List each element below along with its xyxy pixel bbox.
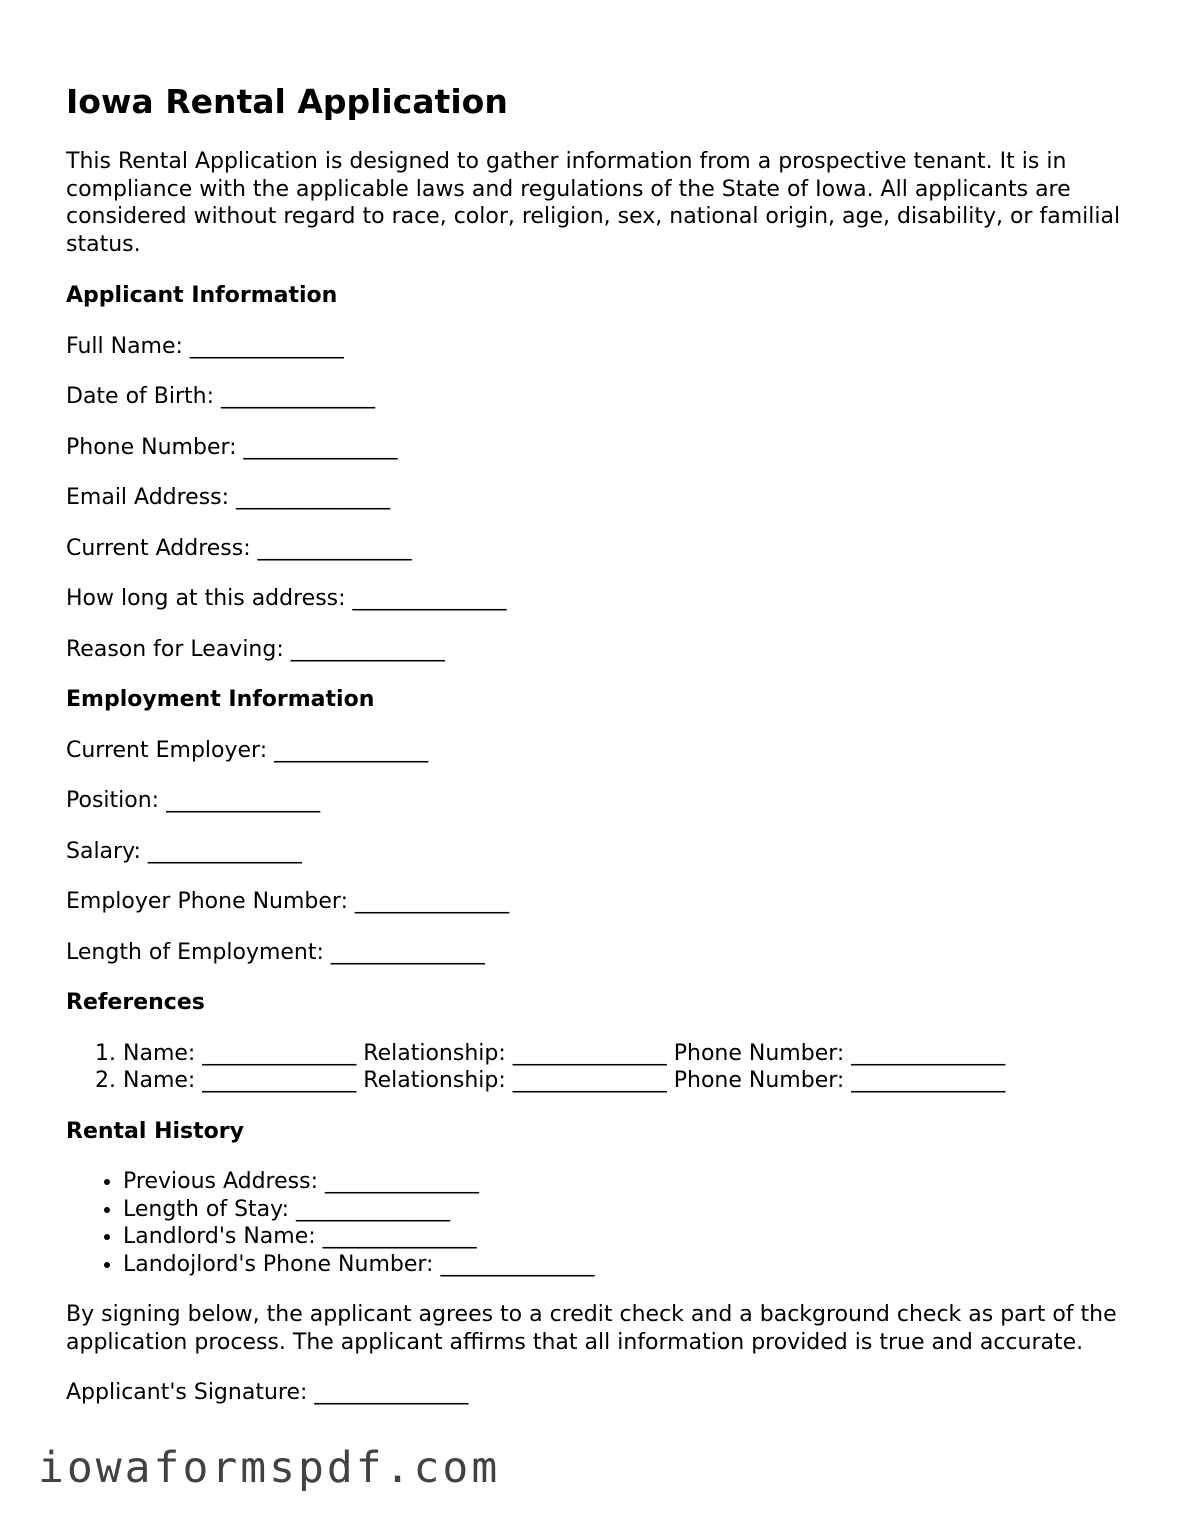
employment-information-heading: Employment Information — [66, 687, 375, 712]
document-page — [66, 80, 1126, 1430]
current-employer-field: Current Employer: ______________ — [66, 737, 429, 763]
employer-phone-field: Employer Phone Number: ______________ — [66, 889, 509, 914]
intro-paragraph: This Rental Application is designed to gather information from a prospective tenant. It is in compliance with the applicable laws and regulations of the State of Iowa. All applicants are considered without regard to race, color, religion, sex, national origin, age, disability, or familial status. — [66, 149, 1121, 257]
salary-field: Salary: ______________ — [66, 838, 302, 864]
rental-history-list — [66, 1168, 1126, 1278]
reason-for-leaving-field: Reason for Leaving: ______________ — [66, 636, 445, 662]
applicant-signature-field: Applicant's Signature: ______________ — [66, 1380, 469, 1405]
reference-item-1: 1. Name: ______________ Relationship: ______________ Phone Number: ______________ — [123, 1040, 1126, 1068]
how-long-at-address-field: How long at this address: ______________ — [66, 586, 507, 611]
current-address-field: Current Address: ______________ — [66, 535, 412, 561]
watermark: iowaformspdf.com — [38, 1443, 501, 1493]
previous-address-item: • Previous Address: ______________ — [123, 1168, 1126, 1196]
reference-item-2: 2. Name: ______________ Relationship: ______________ Phone Number: ______________ — [123, 1067, 1126, 1095]
length-of-stay-item: • Length of Stay: ______________ — [123, 1196, 1126, 1224]
applicant-information-heading: Applicant Information — [66, 283, 338, 308]
landlord-name-item: • Landlord's Name: ______________ — [123, 1223, 1126, 1251]
full-name-field: Full Name: ______________ — [66, 333, 344, 359]
date-of-birth-field: Date of Birth: ______________ — [66, 384, 375, 409]
consent-paragraph: By signing below, the applicant agrees to a credit check and a background check as part of the application process. The applicant affirms that all information provided is true and accurate. — [66, 1302, 1117, 1355]
phone-number-field: Phone Number: ______________ — [66, 434, 398, 460]
references-heading: References — [66, 990, 205, 1015]
page-title: Iowa Rental Application — [66, 82, 508, 121]
references-list — [66, 1040, 1126, 1095]
length-of-employment-field: Length of Employment: ______________ — [66, 939, 485, 965]
rental-history-heading: Rental History — [66, 1118, 244, 1144]
landlord-phone-item: • Landojlord's Phone Number: ______________ — [123, 1251, 1126, 1279]
position-field: Position: ______________ — [66, 788, 321, 813]
email-address-field: Email Address: ______________ — [66, 485, 391, 510]
